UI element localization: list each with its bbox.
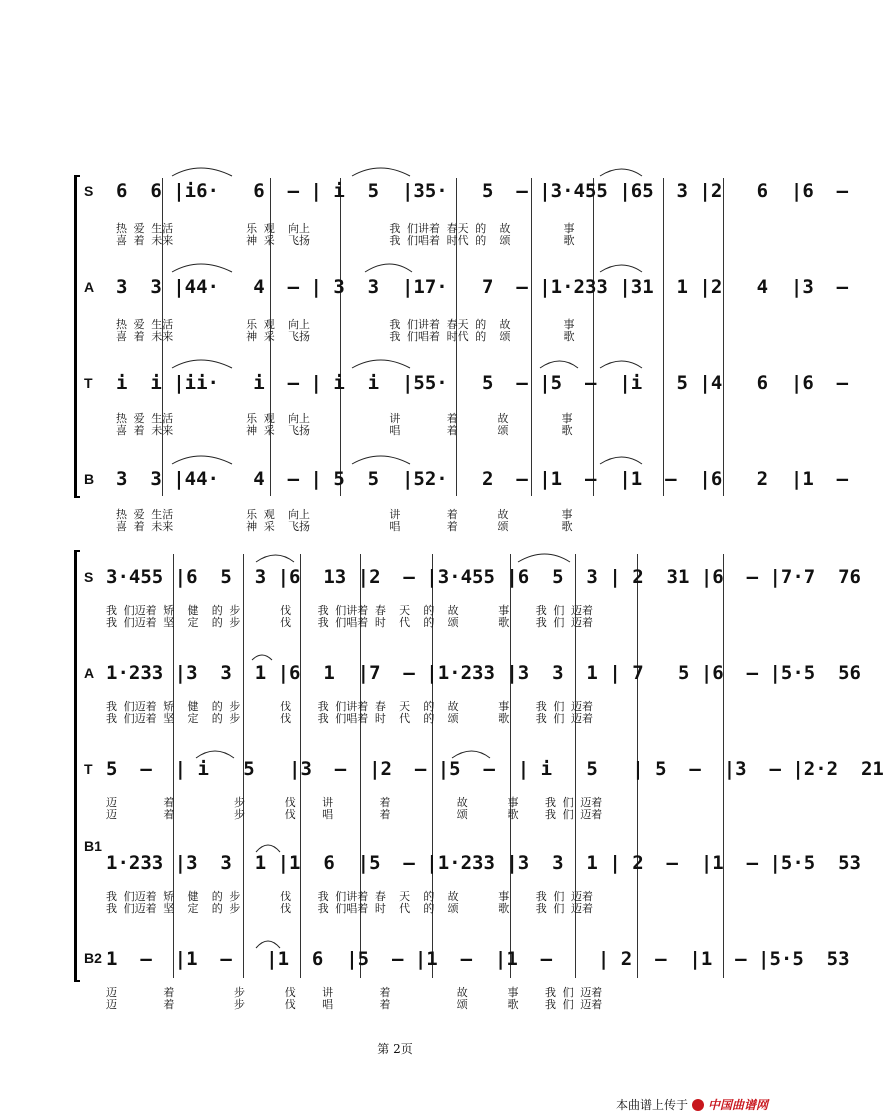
notes-row-s: 3·455 |6 5 3 |6 13 |2 – |3·455 |6 5 3 | 2 31 |6 – |7·7 76 xyxy=(106,566,861,588)
notes-row-b2: 1 – |1 – |1 6 |5 – |1 – |1 – | 2 – |1 – |5·5 53 xyxy=(106,948,850,970)
lyric-row: 我 们迈着 矫 健 的 步 伐 我 们讲着 春 天 的 故 事 我 们 迈着 xyxy=(106,890,594,903)
voice-label-b: B xyxy=(84,471,95,487)
voice-label-a: A xyxy=(84,279,95,295)
lyric-row: 我 们迈着 矫 健 的 步 伐 我 们讲着 春 天 的 故 事 我 们 迈着 xyxy=(106,700,594,713)
lyric-row: 迈 着 步 伐 讲 着 故 事 我 们 迈着 xyxy=(106,796,603,809)
lyric-row: 我 们迈着 坚 定 的 步 伐 我 们唱着 时 代 的 颂 歌 我 们 迈着 xyxy=(106,616,594,629)
lyric-row: 热 爱 生活 乐 观 向上 我 们讲着 春天 的 故 事 xyxy=(116,222,575,235)
lyric-row: 热 爱 生活 乐 观 向上 讲 着 故 事 xyxy=(116,508,573,521)
lyric-row: 我 们迈着 坚 定 的 步 伐 我 们唱着 时 代 的 颂 歌 我 们 迈着 xyxy=(106,712,594,725)
site-name[interactable]: 中国曲谱网 xyxy=(707,1098,768,1112)
lyric-row: 喜 着 未来 神 采 飞扬 唱 着 颂 歌 xyxy=(116,520,573,533)
voice-label-s: S xyxy=(84,569,94,585)
voice-label-t: T xyxy=(84,375,93,391)
page-number: 第 2页 xyxy=(377,1042,413,1056)
notes-row-a: 1·233 |3 3 1 |6 1 |7 – |1·233 |3 3 1 | 7 5 |6 – |5·5 56 xyxy=(106,662,861,684)
voice-label-a: A xyxy=(84,665,95,681)
lyric-row: 喜 着 未来 神 采 飞扬 我 们唱着 时代 的 颂 歌 xyxy=(116,234,575,247)
voice-label-b2: B2 xyxy=(84,950,102,966)
lyric-row: 喜 着 未来 神 采 飞扬 唱 着 颂 歌 xyxy=(116,424,573,437)
notes-row-t: 5 – | i 5 |3 – |2 – |5 – | i 5 | 5 – |3 – |2·2 21 xyxy=(106,758,884,780)
lyric-row: 热 爱 生活 乐 观 向上 讲 着 故 事 xyxy=(116,412,573,425)
voice-label-s: S xyxy=(84,183,94,199)
lyric-row: 迈 着 步 伐 讲 着 故 事 我 们 迈着 xyxy=(106,986,603,999)
voice-label-b1: B1 xyxy=(84,838,102,854)
lyric-row: 热 爱 生活 乐 观 向上 我 们讲着 春天 的 故 事 xyxy=(116,318,575,331)
site-logo-icon xyxy=(692,1099,704,1111)
upload-credit xyxy=(616,1096,768,1113)
lyric-row: 迈 着 步 伐 唱 着 颂 歌 我 们 迈着 xyxy=(106,808,603,821)
upload-text: 本曲谱上传于 xyxy=(615,1098,688,1112)
notes-row-t: i i |ii· i – | i i |55· 5 – |5 – |i 5 |4 6 |6 – xyxy=(116,372,849,394)
lyric-row: 我 们迈着 坚 定 的 步 伐 我 们唱着 时 代 的 颂 歌 我 们 迈着 xyxy=(106,902,594,915)
notes-row-a: 3 3 |44· 4 – | 3 3 |17· 7 – |1·233 |31 1 |2 4 |3 – xyxy=(116,276,849,298)
lyric-row: 迈 着 步 伐 唱 着 颂 歌 我 们 迈着 xyxy=(106,998,603,1011)
lyric-row: 喜 着 未来 神 采 飞扬 我 们唱着 时代 的 颂 歌 xyxy=(116,330,575,343)
lyric-row: 我 们迈着 矫 健 的 步 伐 我 们讲着 春 天 的 故 事 我 们 迈着 xyxy=(106,604,594,617)
notes-row-b: 3 3 |44· 4 – | 5 5 |52· 2 – |1 – |1 – |6 2 |1 – xyxy=(116,468,849,490)
notes-row-b1: 1·233 |3 3 1 |1 6 |5 – |1·233 |3 3 1 | 2 – |1 – |5·5 53 xyxy=(106,852,861,874)
voice-label-t: T xyxy=(84,761,93,777)
notes-row-s: 6 6 |i6· 6 – | i 5 |35· 5 – |3·455 |65 3 |2 6 |6 – xyxy=(116,180,849,202)
